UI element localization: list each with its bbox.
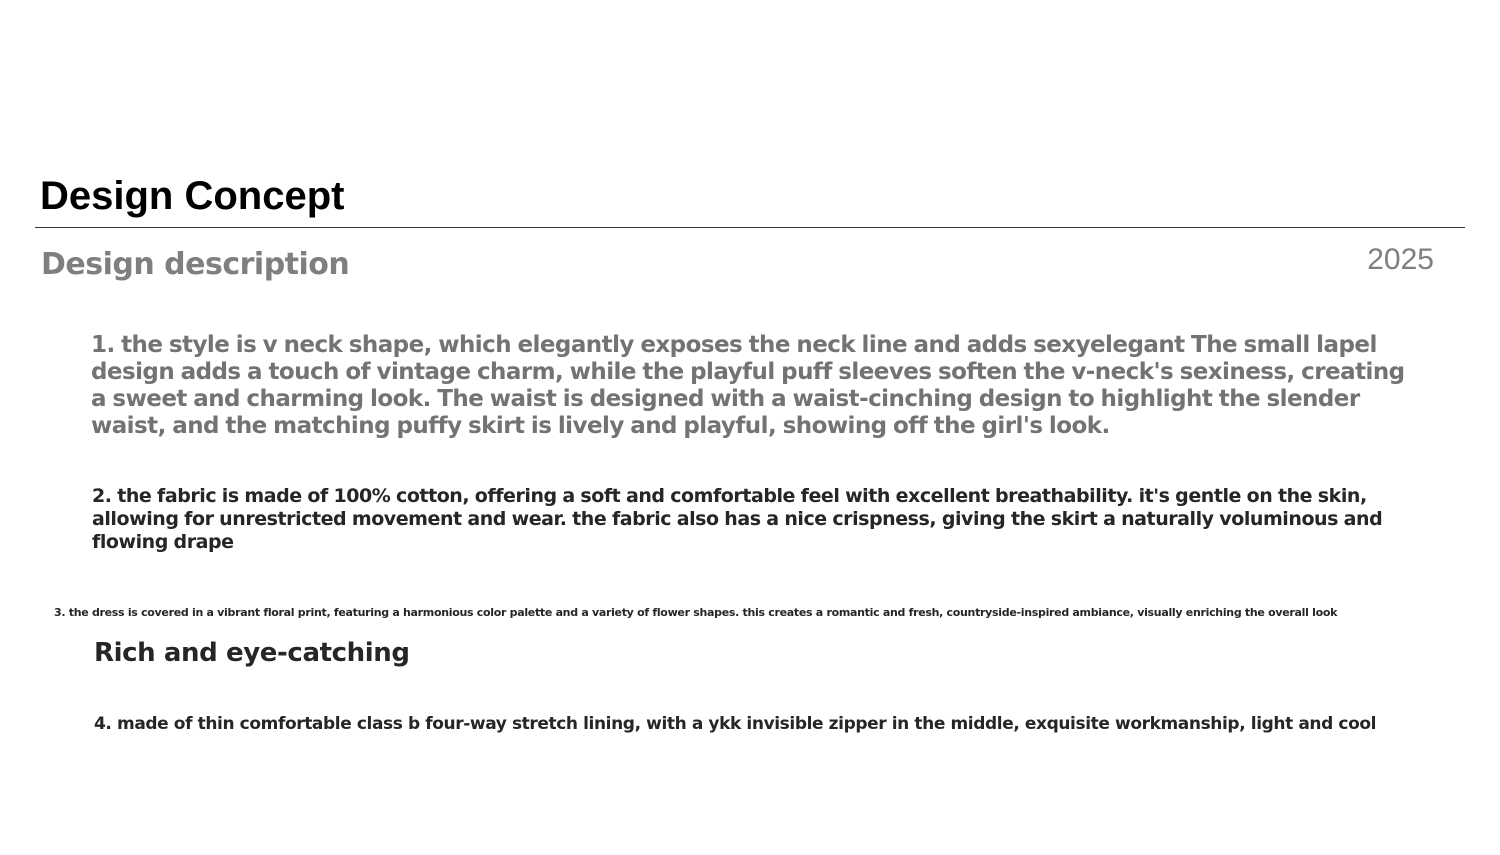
section-subtitle: Design description [41, 247, 350, 282]
paragraph-fabric: 2. the fabric is made of 100% cotton, offering a soft and comfortable feel with excellent breathability. it's gentle on the skin, allowing for unrestricted movement and wear. the fabric also has a nice crispness, giving the skirt a naturally voluminous and flowing drape [92, 485, 1383, 553]
print-heading: Rich and eye-catching [94, 638, 410, 668]
paragraph-print: 3. the dress is covered in a vibrant floral print, featuring a harmonious color palette and a variety of flower shapes. this creates a romantic and fresh, countryside-inspired ambiance, visually enriching the overall look [54, 606, 1338, 619]
paragraph-style: 1. the style is v neck shape, which elegantly exposes the neck line and adds sexyelegant The small lapel design adds a touch of vintage charm, while the playful puff sleeves soften the v-neck's sexiness, creating a sweet and charming look. The waist is designed with a waist-cinching design to highlight the slender waist, and the matching puffy skirt is lively and playful, showing off the girl's look. [91, 332, 1405, 439]
page-title: Design Concept [40, 174, 345, 218]
paragraph-lining: 4. made of thin comfortable class b four-way stretch lining, with a ykk invisible zipper in the middle, exquisite workmanship, light and cool [94, 714, 1377, 734]
year-label: 2025 [1367, 243, 1434, 276]
title-divider [35, 227, 1465, 228]
